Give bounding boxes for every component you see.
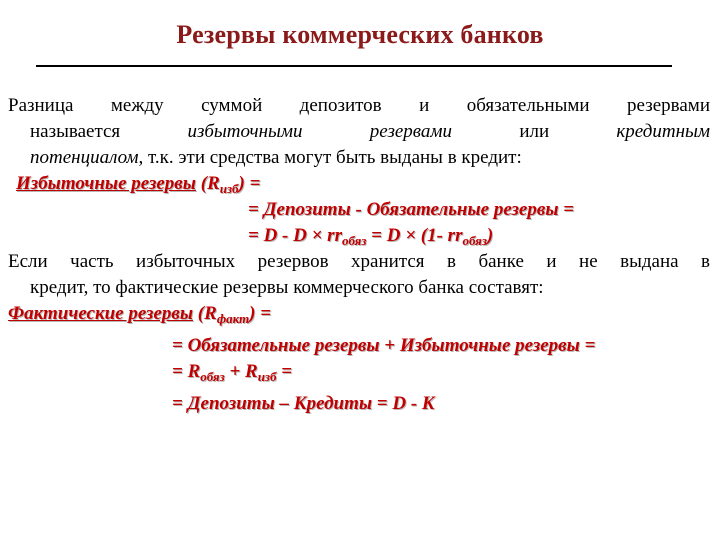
formula-2-label: Фактические резервы: [8, 303, 194, 324]
text: называется: [30, 121, 121, 142]
formula-1-line-3: [8, 223, 710, 249]
text: или: [519, 121, 550, 142]
formula-1-line-2: = Депозиты - Обязательные резервы =: [248, 199, 575, 220]
text: ) =: [249, 303, 272, 324]
term-credit-potential-word-1: кредитным: [616, 121, 711, 142]
subscript: обяз: [341, 233, 367, 248]
formula-2-line-4: = Депозиты – Кредиты = D - K: [172, 393, 435, 414]
paragraph-1-line-2: [8, 119, 710, 145]
term-credit-potential-word-2: потенциалом,: [30, 147, 144, 168]
title-divider: [36, 65, 672, 67]
text: ) =: [238, 173, 261, 194]
paragraph-2-line-1: Если часть избыточных резервов хранится в банке и не выдана в: [8, 251, 710, 272]
text: = D - D × rr: [248, 225, 342, 246]
subscript: обяз: [462, 233, 487, 248]
paragraph-1-line-3: [8, 145, 710, 171]
paragraph-1-line-1: Разница между суммой депозитов и обязательными резервами: [8, 95, 710, 116]
text: = R: [172, 361, 201, 382]
text: R: [204, 303, 217, 324]
subscript: изб: [219, 181, 239, 196]
formula-2-line-1: [8, 301, 710, 327]
subscript: факт: [216, 311, 250, 326]
text: R: [207, 173, 220, 194]
formula-1-label: Избыточные резервы: [16, 173, 196, 194]
subscript: обяз: [200, 369, 225, 384]
text: = D × (1- rr: [366, 225, 463, 246]
slide-title: Резервы коммерческих банков: [176, 20, 544, 49]
slide-body: [8, 93, 710, 417]
formula-2-line-2: = Обязательные резервы + Избыточные резервы =: [172, 335, 596, 356]
paragraph-2-line-2: кредит, то фактические резервы коммерческого банка составят:: [30, 277, 544, 298]
text: =: [276, 361, 293, 382]
text: (: [195, 173, 208, 194]
text: + R: [224, 361, 258, 382]
term-excess-reserves-word-1: избыточными: [187, 121, 303, 142]
text: (: [193, 303, 205, 324]
term-excess-reserves-word-2: резервами: [369, 121, 453, 142]
formula-1-line-1: [8, 171, 710, 197]
text: т.к. эти средства могут быть выданы в кредит:: [143, 147, 522, 168]
text: ): [486, 225, 494, 246]
formula-2-line-3: [8, 359, 710, 385]
subscript: изб: [257, 369, 277, 384]
